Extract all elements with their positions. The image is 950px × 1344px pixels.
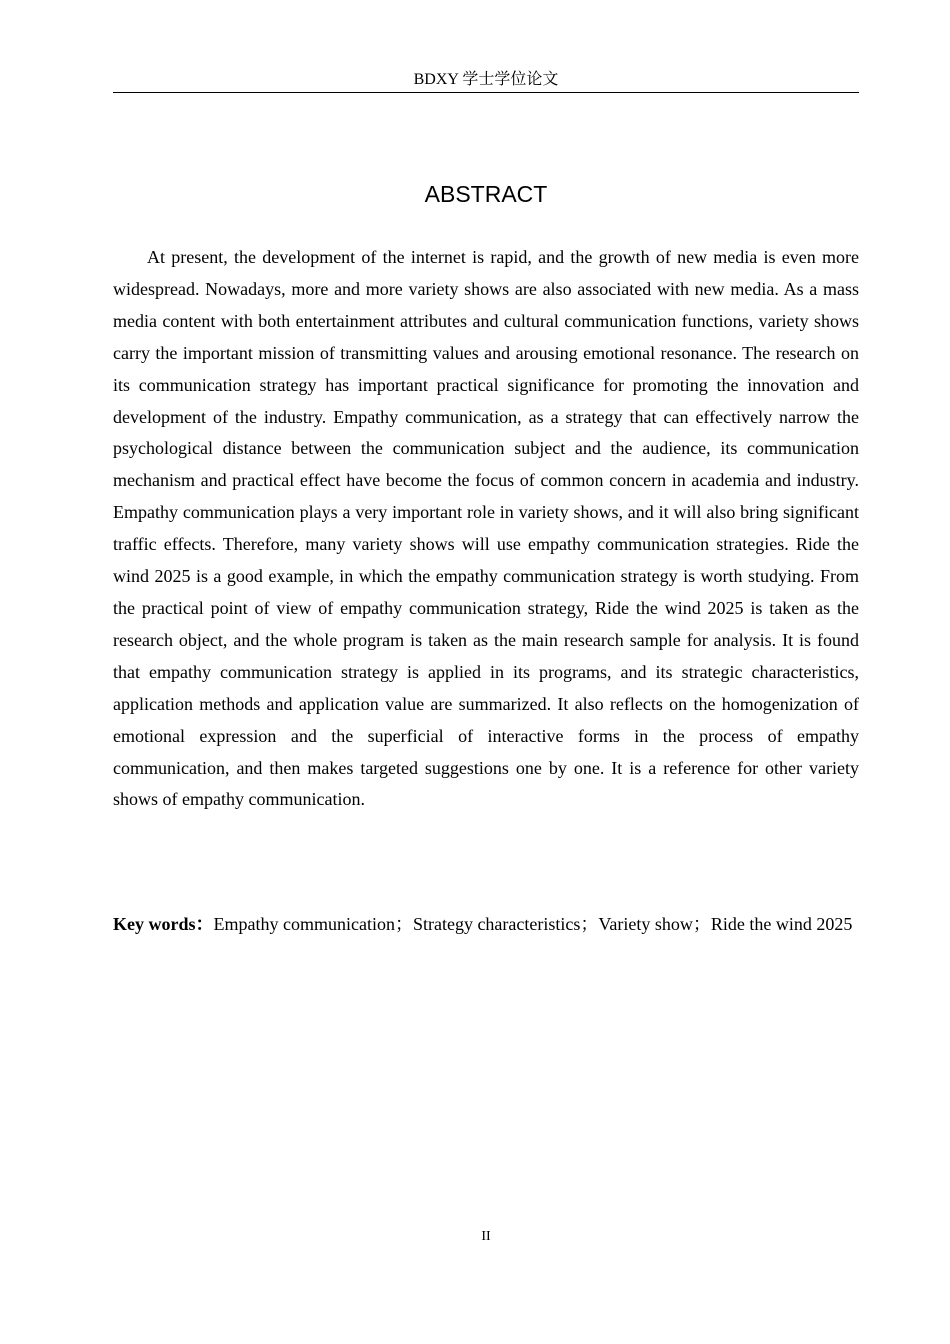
abstract-title: ABSTRACT xyxy=(424,181,548,207)
page-header: BDXY 学士学位论文 xyxy=(113,68,859,93)
keywords-label: Key words： xyxy=(113,914,214,934)
page-number: II xyxy=(481,1229,491,1244)
keywords-text: Empathy communication；Strategy characteristics；Variety show；Ride the wind 2025 xyxy=(213,914,853,934)
abstract-body: At present, the development of the internet is rapid, and the growth of new media is even more widespread. Nowadays, more and more variety shows are also associated with new media. As a mass media content with both entertainment attributes and cultural communication functions, variety shows carry the important mission of transmitting values and arousing emotional resonance. The research on its communication strategy has important practical significance for promoting the innovation and development of the industry. Empathy communication, as a strategy that can effectively narrow the psychological distance between the communication subject and the audience, its communication mechanism and practical effect have become the focus of common concern in academia and industry. Empathy communication plays a very important role in variety shows, and it will also bring significant traffic effects. Therefore, many variety shows will use empathy communication strategies. Ride the wind 2025 is a good example, in which the empathy communication strategy is worth studying. From the practical point of view of empathy communication strategy, Ride the wind 2025 is taken as the research object, and the whole program is taken as the main research sample for analysis. It is found that empathy communication strategy is applied in its programs, and its strategic characteristics, application methods and application value are summarized. It also reflects on the homogenization of emotional expression and the superficial of interactive forms in the process of empathy communication, and then makes targeted suggestions one by one. It is a reference for other variety shows of empathy communication. xyxy=(113,247,859,810)
keywords-line xyxy=(113,912,859,936)
